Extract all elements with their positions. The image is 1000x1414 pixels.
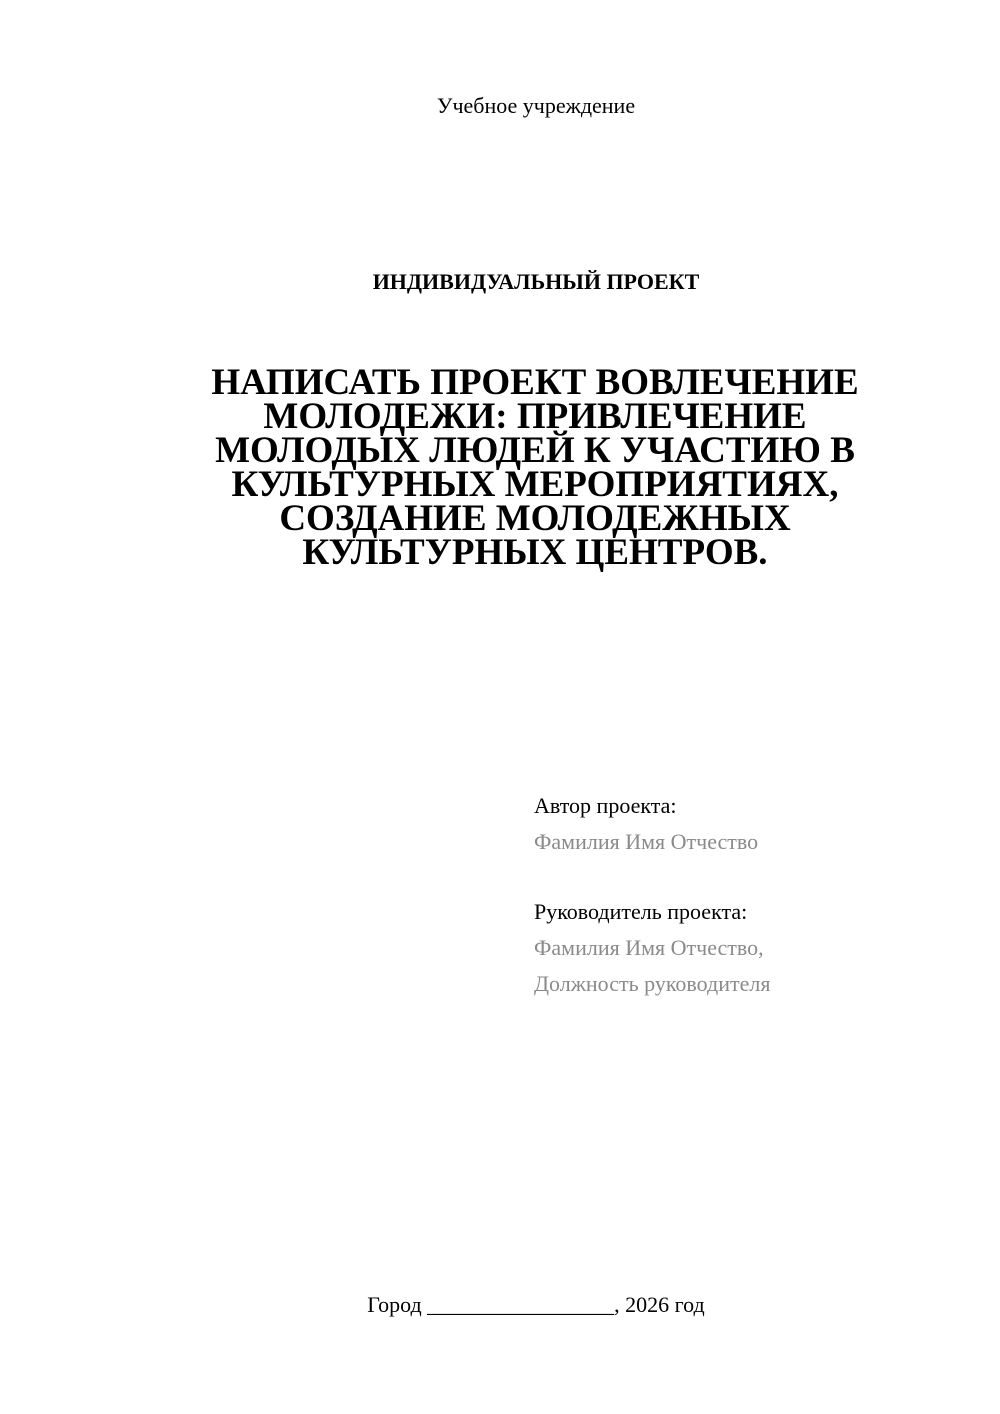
supervisor-position: Должность руководителя [534,971,771,996]
project-title: НАПИСАТЬ ПРОЕКТ ВОВЛЕЧЕНИЕ МОЛОДЕЖИ: ПРИВЛЕЧЕНИЕ МОЛОДЫХ ЛЮДЕЙ К УЧАСТИЮ В КУЛЬТУРНЫХ МЕРОПРИЯТИЯХ, СОЗДАНИЕ МОЛОДЕЖНЫХ КУЛЬТУРНЫХ ЦЕНТРОВ. [211,362,859,573]
supervisor-block [534,894,974,1002]
city-year-line [0,1290,1000,1320]
project-type-heading: ИНДИВИДУАЛЬНЫЙ ПРОЕКТ [372,269,700,294]
city-blank: _________________ [427,1292,615,1317]
supervisor-label: Руководитель проекта: [534,899,748,924]
city-label: Город [367,1292,422,1317]
supervisor-name: Фамилия Имя Отчество, [534,935,764,960]
year-label: , 2026 год [614,1292,705,1317]
author-label: Автор проекта: [534,793,677,818]
institution-name: Учебное учреждение [436,93,636,118]
author-name: Фамилия Имя Отчество [534,829,759,854]
author-block [534,788,974,860]
